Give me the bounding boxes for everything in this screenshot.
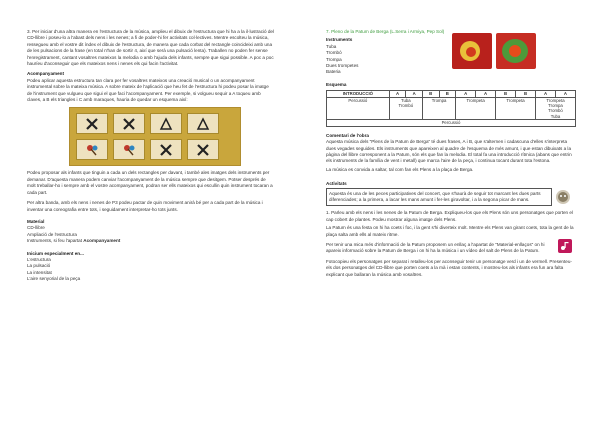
activitats-title: Activitats bbox=[326, 181, 347, 187]
table-footer-cell: Percussió bbox=[327, 120, 576, 126]
table-header-cell: A bbox=[536, 91, 556, 97]
table-header-cell: B bbox=[496, 91, 516, 97]
table-cell: Trompeta Trompa Trombó Tuba bbox=[536, 97, 576, 120]
table-header-cell: A bbox=[406, 91, 423, 97]
participative-box: Aquesta és una de les peces participatives del concert, que s'haurà de seguir tot marcant les dues parts diferenciades; a la primera, a lacar les mans amunt i fer-les giravoltar, i a la segona picar de mans. bbox=[326, 188, 552, 207]
table-header-cell: B bbox=[422, 91, 439, 97]
claves-icon bbox=[150, 139, 182, 160]
list-item: CD-llibre bbox=[27, 225, 45, 231]
table-header-cell: A bbox=[456, 91, 476, 97]
table-header-cell: INTRODUCCIÓ bbox=[327, 91, 390, 97]
left-column bbox=[27, 29, 275, 283]
triangle-icon bbox=[150, 113, 182, 134]
inicium-list bbox=[27, 257, 275, 283]
comentari-text-2: La música es convida a saltar, tal com fan els Plens a la plaça de Berga. bbox=[326, 166, 474, 172]
plens-image bbox=[452, 33, 492, 69]
list-item: Dues trompetes bbox=[326, 63, 359, 69]
comentari-title: Comentari de l'obra bbox=[326, 132, 369, 138]
table-cell: Tuba Trombó bbox=[389, 97, 422, 120]
table-header-cell: A bbox=[476, 91, 496, 97]
claves-icon bbox=[76, 113, 108, 134]
table-cell: Trompa bbox=[422, 97, 455, 120]
list-item: Trompa bbox=[326, 56, 342, 62]
claves-icon bbox=[113, 113, 145, 134]
list-item: La intensitat bbox=[27, 269, 52, 275]
activity-3: Fotocopieu els personatges per separat i retalleu-los per aconseguir tenir un personatge verd i un de vermell. Presenteu-els dos personatges del CD-llibre que porten coets a la mà i estan contents, i mostreu-los als infants era fun ara falta explicant que ballaran la música amb vosaltres. bbox=[326, 258, 572, 277]
after-picture-text: Podeu proposar als infants que tinguin a cada un dels rectangles per davant, i també ales imatges dels instruments per demanar. D'aquesta manera podem canviar l'acompanyament de la música sempre que desitgem. Potser després de molt treballar-ho i sempre amb el vostre acompanyament, podran ser ells mateixos qui escullin quin instrument tocaran a cada part. bbox=[27, 170, 273, 195]
activity-1: 1. Parleu amb els nens i les nenes de la Patum de Berga. Expliqueu-los que els Plens són uns personatges que porten el cap cobert de plantes. Podeu mostrar alguna imatge dels Plens. bbox=[326, 210, 573, 222]
list-item: Bateria bbox=[326, 69, 341, 75]
intro-paragraph: 3. Per iniciar d'una altra manera en l'estructura de la música, amplieu el dibuix de l'estructura que hi ha a la il·lustració del CD-llibre i poseu-lo a l'abast dels nens i les nenes; a fi de poder-hi fer activitats col·lectives. Mentre escolteu la música, ressegueu amb el vostre dit índex el dibuix de l'estructura, de manera que cada corbat del rectangle coincideixi amb una de les pulsacions de la frase (en total n'han de sortir 4, així que serà una pulsació lenta). Traballen no poden fer sense l'enregistrament, cantant vosaltres mateixos la melodia o amb l'ajuda dels infants, sempre que sigui possible. A poc a poc hauríeu d'aconseguir que els mateixos nens i nenes els qui facin l'activitat. bbox=[27, 29, 274, 67]
triangle-icon bbox=[187, 113, 219, 134]
acompanyament-text: Podeu aplicar aquesta estructura tan clara per fer vosaltres mateixos una creació musical o un acompanyament instrumental sobre la mateixa música. A sobre mateix de l'aplicació que heu fet de l'estructura hi podeu posar la imatge de l'instrument que vulgueu que sigui el que faci l'acompanyament. Per exemple, si volgueu sequir a A toqueu amb claves, a B els triangles i C amb maraques, hauria de quedar un esquema així: bbox=[27, 77, 269, 103]
esquema-title: Esquema bbox=[326, 81, 347, 87]
plens-image bbox=[496, 33, 536, 69]
activity-1b: La Patum és una festa on hi ha coets i foc, i la gent s'hi diverteix molt. Mentre els Plens van girant coets, tota la gent de la plaça salta amb ells al mateix ritme. bbox=[326, 225, 574, 237]
claves-icon bbox=[187, 139, 219, 160]
comentari-text: Aquesta música dels "Plens de la Patum de Berga" té dues frases, A i B, que s'alternen i cadascuna d'elles s'interpreta dues vegades seguides. Els instruments que apareixen al quadre de l'esquema de més amunt, i que estan dibuixats a la pàgina del llibre corresponent a la Patum, són els que fan la melodia. El total fa una introducció rítmica (abans que entrin els instruments de la família de vent i metall) que marca l'aire de la peça, i continua tocant durant tota l'estona. bbox=[326, 139, 572, 164]
activity-2: Per tenir una mica més d'informació de la Patum proposem un enllaç a l'apartat de "Material-enllaços" on hi apareix informació sobre la Patum de Berga i on hi ha la música i un vídeo del salt de Plens de la Patum. bbox=[326, 241, 545, 254]
list-item: Tuba bbox=[326, 43, 337, 49]
maraca-icon bbox=[76, 139, 108, 160]
list-item: Trombó bbox=[326, 50, 342, 56]
table-header-cell: A bbox=[555, 91, 575, 97]
list-item: La pulsació bbox=[27, 263, 51, 269]
acompanyament-title: Acompanyament bbox=[27, 71, 65, 77]
sticker-icon bbox=[556, 190, 570, 204]
patum-images bbox=[452, 33, 536, 71]
list-item: L'estructura bbox=[27, 256, 51, 262]
section-heading: 7. Pleno de la Patum de Berga (L.Serra i Armiya, Pep Sol) bbox=[326, 29, 445, 34]
maraca-icon bbox=[113, 139, 145, 160]
table-header-cell: B bbox=[439, 91, 456, 97]
material-list bbox=[27, 225, 275, 244]
music-icon[interactable] bbox=[558, 239, 572, 253]
table-cell: Percussió bbox=[327, 97, 390, 120]
list-item: L'aire senyorial de la peça bbox=[27, 276, 81, 282]
list-item: Ampliació de l'estructura bbox=[27, 231, 77, 237]
structure-image bbox=[69, 107, 241, 166]
material-title: Material bbox=[27, 218, 45, 224]
table-cell: Trompeta bbox=[496, 97, 536, 120]
table-header-cell: B bbox=[516, 91, 536, 97]
list-item: Instruments, si feu l'apartat Acompanyament bbox=[27, 238, 121, 244]
right-column bbox=[326, 29, 576, 282]
table-header-cell: A bbox=[389, 91, 406, 97]
table-cell: Trompeta bbox=[456, 97, 496, 120]
choreography-text: Per altra banda, amb els nens i nenes de P3 podeu pactar de quin moviment anirà bé per a cada part de la música i inventar una coreografia entre tots, i seguidament interpretar-ho tots junts. bbox=[27, 200, 263, 212]
structure-table bbox=[326, 90, 576, 126]
inicium-title: Inicium especialment en... bbox=[27, 250, 84, 256]
instruments-title: Instruments bbox=[326, 37, 353, 43]
